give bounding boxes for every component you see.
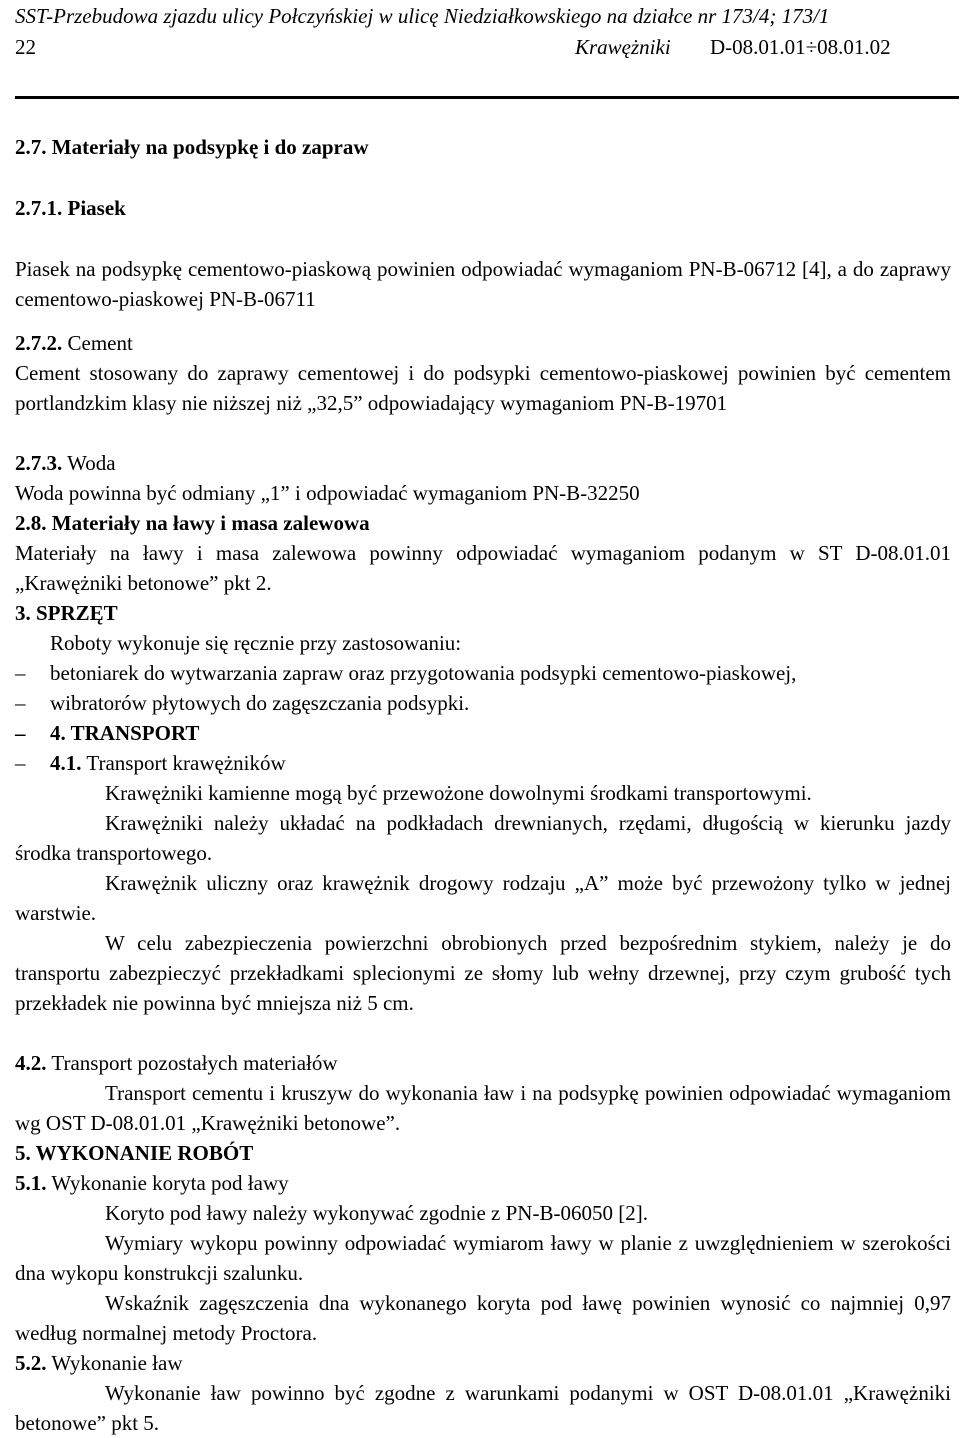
paragraph-2-7-3: Woda powinna być odmiany „1” i odpowiadać wymaganiom PN-B-32250: [15, 481, 640, 505]
paragraph-5-2: Wykonanie ław powinno być zgodne z warunkami podanymi w OST D-08.01.01 „Krawężniki betonowe” pkt 5.: [15, 1381, 951, 1435]
heading-5-2: [15, 1348, 951, 1378]
section-number: 4.1.: [50, 751, 82, 775]
header-title: SST-Przebudowa zjazdu ulicy Połczyńskiej w ulicę Niedziałkowskiego na działce nr 173/4; 173/1: [15, 4, 830, 28]
running-header: [15, 2, 951, 64]
heading-4: – 4. TRANSPORT: [15, 718, 951, 748]
section-title: Wykonanie koryta pod ławy: [51, 1171, 289, 1195]
list-item: – betoniarek do wytwarzania zapraw oraz przygotowania podsypki cementowo-piaskowej,: [15, 658, 951, 688]
equipment-list: [15, 658, 951, 778]
heading-5: 5. WYKONANIE ROBÓT: [15, 1141, 254, 1165]
heading-2-7-1: 2.7.1. Piasek: [15, 196, 126, 220]
section-title: Cement: [67, 331, 133, 355]
heading-2-7: 2.7. Materiały na podsypkę i do zapraw: [15, 135, 369, 159]
heading-5-1: [15, 1168, 951, 1198]
section-number: 4.2.: [15, 1051, 47, 1075]
dash-bullet: –: [15, 721, 26, 745]
paragraph-2-7-1: Piasek na podsypkę cementowo-piaskową powinien odpowiadać wymaganiom PN-B-06712 [4], a do zaprawy cementowo-piaskowej PN-B-06711: [15, 257, 951, 311]
paragraph-4-2: Transport cementu i kruszyw do wykonania ław i na podsypkę powinien odpowiadać wymaganiom wg OST D-08.01.01 „Krawężniki betonowe”.: [15, 1081, 951, 1135]
paragraph: Krawężniki kamienne mogą być przewożone dowolnymi środkami transportowymi.: [105, 781, 812, 805]
header-rule: [15, 96, 959, 99]
section-title: Woda: [67, 451, 116, 475]
section-number: 2.7.2.: [15, 331, 63, 355]
heading-3: 3. SPRZĘT: [15, 601, 118, 625]
heading-2-7-3: [15, 448, 951, 478]
header-code: D-08.01.01÷08.01.02: [710, 35, 891, 59]
section-title: Transport pozostałych materiałów: [51, 1051, 338, 1075]
paragraph: W celu zabezpieczenia powierzchni obrobionych przed bezpośrednim stykiem, należy je do transportu zabezpieczyć przekładkami splecionymi ze słomy lub wełny drzewnej, przy czym grubość tych przekładek nie powinna być mniejsza niż 5 cm.: [15, 931, 951, 1015]
paragraph: Koryto pod ławy należy wykonywać zgodnie z PN-B-06050 [2].: [105, 1201, 648, 1225]
paragraph: Wymiary wykopu powinny odpowiadać wymiarom ławy w planie z uwzględnieniem w szerokości dna wykopu konstrukcji szalunku.: [15, 1231, 951, 1285]
paragraph-2-7-2: Cement stosowany do zaprawy cementowej i do podsypki cementowo-piaskowej powinien być cementem portlandzkim klasy nie niższej niż „32,5” odpowiadający wymaganiom PN-B-19701: [15, 361, 951, 415]
section-title: Transport krawężników: [86, 751, 286, 775]
page-number: 22: [15, 35, 36, 59]
dash-bullet: –: [15, 751, 26, 775]
section-number: 5.1.: [15, 1171, 47, 1195]
list-item: – wibratorów płytowych do zagęszczania podsypki.: [15, 688, 951, 718]
heading-2-8: 2.8. Materiały na ławy i masa zalewowa: [15, 511, 370, 535]
section-number: 5.2.: [15, 1351, 47, 1375]
header-section: Krawężniki: [575, 35, 671, 59]
paragraph-3-intro: Roboty wykonuje się ręcznie przy zastosowaniu:: [50, 631, 462, 655]
paragraph: Krawężnik uliczny oraz krawężnik drogowy rodzaju „A” może być przewożony tylko w jednej warstwie.: [15, 871, 951, 925]
dash-bullet: –: [15, 661, 26, 685]
heading-2-7-2: [15, 328, 951, 358]
heading-4-1: [15, 748, 951, 778]
paragraph-2-8: Materiały na ławy i masa zalewowa powinny odpowiadać wymaganiom podanym w ST D-08.01.01 „Krawężniki betonowe” pkt 2.: [15, 541, 951, 595]
section-title: Wykonanie ław: [51, 1351, 183, 1375]
dash-bullet: –: [15, 691, 26, 715]
section-5-1-body: [15, 1198, 951, 1348]
section-4-1-body: [15, 778, 951, 1018]
paragraph: Krawężniki należy układać na podkładach drewnianych, rzędami, długością w kierunku jazdy środka transportowego.: [15, 811, 951, 865]
document-page: [15, 0, 951, 1435]
heading-4-2: [15, 1048, 951, 1078]
header-row: [15, 32, 951, 64]
paragraph: Wskaźnik zagęszczenia dna wykonanego koryta pod ławę powinien wynosić co najmniej 0,97 według normalnej metody Proctora.: [15, 1291, 951, 1345]
section-number: 2.7.3.: [15, 451, 63, 475]
